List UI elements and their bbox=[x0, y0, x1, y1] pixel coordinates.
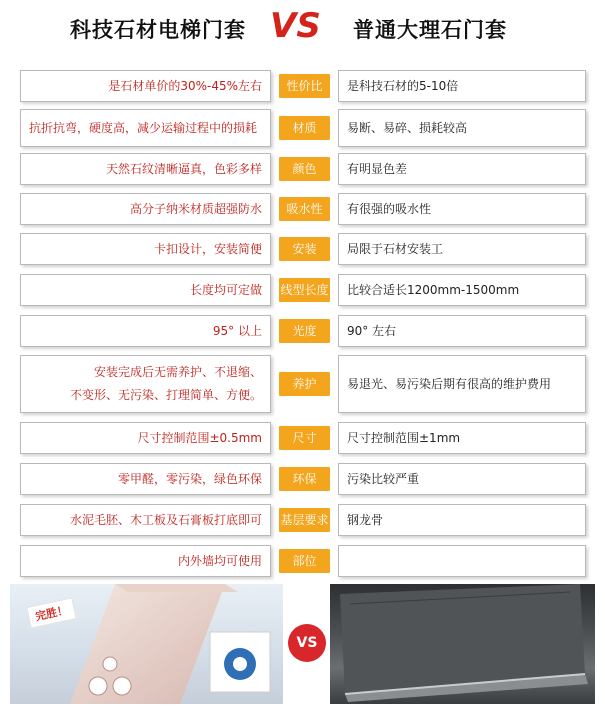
right-cell: 尺寸控制范围±1mm bbox=[338, 422, 586, 454]
left-cell: 抗折抗弯，硬度高，减少运输过程中的损耗 bbox=[20, 109, 271, 147]
category-tag: 光度 bbox=[279, 319, 330, 343]
category-tag: 吸水性 bbox=[279, 197, 330, 221]
category-tag: 尺寸 bbox=[279, 426, 330, 450]
header bbox=[0, 0, 605, 62]
category-tag: 部位 bbox=[279, 549, 330, 573]
comparison-row-gloss bbox=[0, 315, 605, 347]
left-cell: 零甲醛，零污染，绿色环保 bbox=[20, 463, 271, 495]
left-cell: 长度均可定做 bbox=[20, 274, 271, 306]
right-cell: 有明显色差 bbox=[338, 153, 586, 185]
right-cell: 易断、易碎、损耗较高 bbox=[338, 109, 586, 147]
tech-stone-product-photo bbox=[10, 584, 283, 704]
left-cell-line-2: 不变形、无污染、打理简单、方便。 bbox=[69, 388, 262, 402]
comparison-row-size bbox=[0, 422, 605, 454]
versus-circle: VS bbox=[288, 624, 326, 662]
category-tag: 颜色 bbox=[279, 157, 330, 181]
left-cell: 天然石纹清晰逼真，色彩多样 bbox=[20, 153, 271, 185]
comparison-photos bbox=[10, 584, 595, 704]
comparison-row-absorption bbox=[0, 193, 605, 225]
marble-product-photo bbox=[330, 584, 595, 704]
right-cell: 比较合适长1200mm-1500mm bbox=[338, 274, 586, 306]
comparison-row-maintenance bbox=[0, 355, 605, 413]
marble-slabs-illustration bbox=[330, 584, 595, 704]
category-tag: 安装 bbox=[279, 237, 330, 261]
category-tag: 基层要求 bbox=[279, 508, 330, 532]
left-cell: 是石材单价的30%-45%左右 bbox=[20, 70, 271, 102]
right-cell bbox=[338, 545, 586, 577]
comparison-row-install bbox=[0, 233, 605, 265]
right-cell: 局限于石材安装工 bbox=[338, 233, 586, 265]
right-cell: 污染比较严重 bbox=[338, 463, 586, 495]
comparison-row-price bbox=[0, 70, 605, 102]
left-cell: 卡扣设计，安装简便 bbox=[20, 233, 271, 265]
comparison-row-base bbox=[0, 504, 605, 536]
left-cell: 尺寸控制范围±0.5mm bbox=[20, 422, 271, 454]
comparison-row-location bbox=[0, 545, 605, 577]
left-product-title: 科技石材电梯门套 bbox=[70, 18, 246, 42]
versus-label: VS bbox=[270, 6, 321, 46]
left-cell: 内外墙均可使用 bbox=[20, 545, 271, 577]
right-cell: 是科技石材的5-10倍 bbox=[338, 70, 586, 102]
right-product-title: 普通大理石门套 bbox=[353, 18, 507, 42]
left-cell: 95° 以上 bbox=[20, 315, 271, 347]
comparison-row-length bbox=[0, 274, 605, 306]
category-tag: 环保 bbox=[279, 467, 330, 491]
win-badge: 完胜！ bbox=[26, 597, 77, 628]
category-tag: 线型长度 bbox=[279, 278, 330, 302]
left-cell-line-1: 安装完成后无需养护、不退缩、 bbox=[93, 365, 262, 379]
right-cell: 有很强的吸水性 bbox=[338, 193, 586, 225]
comparison-row-eco bbox=[0, 463, 605, 495]
left-cell: 水泥毛胚、木工板及石膏板打底即可 bbox=[20, 504, 271, 536]
left-cell bbox=[20, 355, 271, 413]
comparison-row-color bbox=[0, 153, 605, 185]
category-tag: 材质 bbox=[279, 116, 330, 140]
left-cell: 高分子纳米材质超强防水 bbox=[20, 193, 271, 225]
right-cell: 90° 左右 bbox=[338, 315, 586, 347]
right-cell: 易退光、易污染后期有很高的维护费用 bbox=[338, 355, 586, 413]
category-tag: 养护 bbox=[279, 372, 330, 396]
right-cell: 钢龙骨 bbox=[338, 504, 586, 536]
category-tag: 性价比 bbox=[279, 74, 330, 98]
comparison-row-material bbox=[0, 109, 605, 147]
